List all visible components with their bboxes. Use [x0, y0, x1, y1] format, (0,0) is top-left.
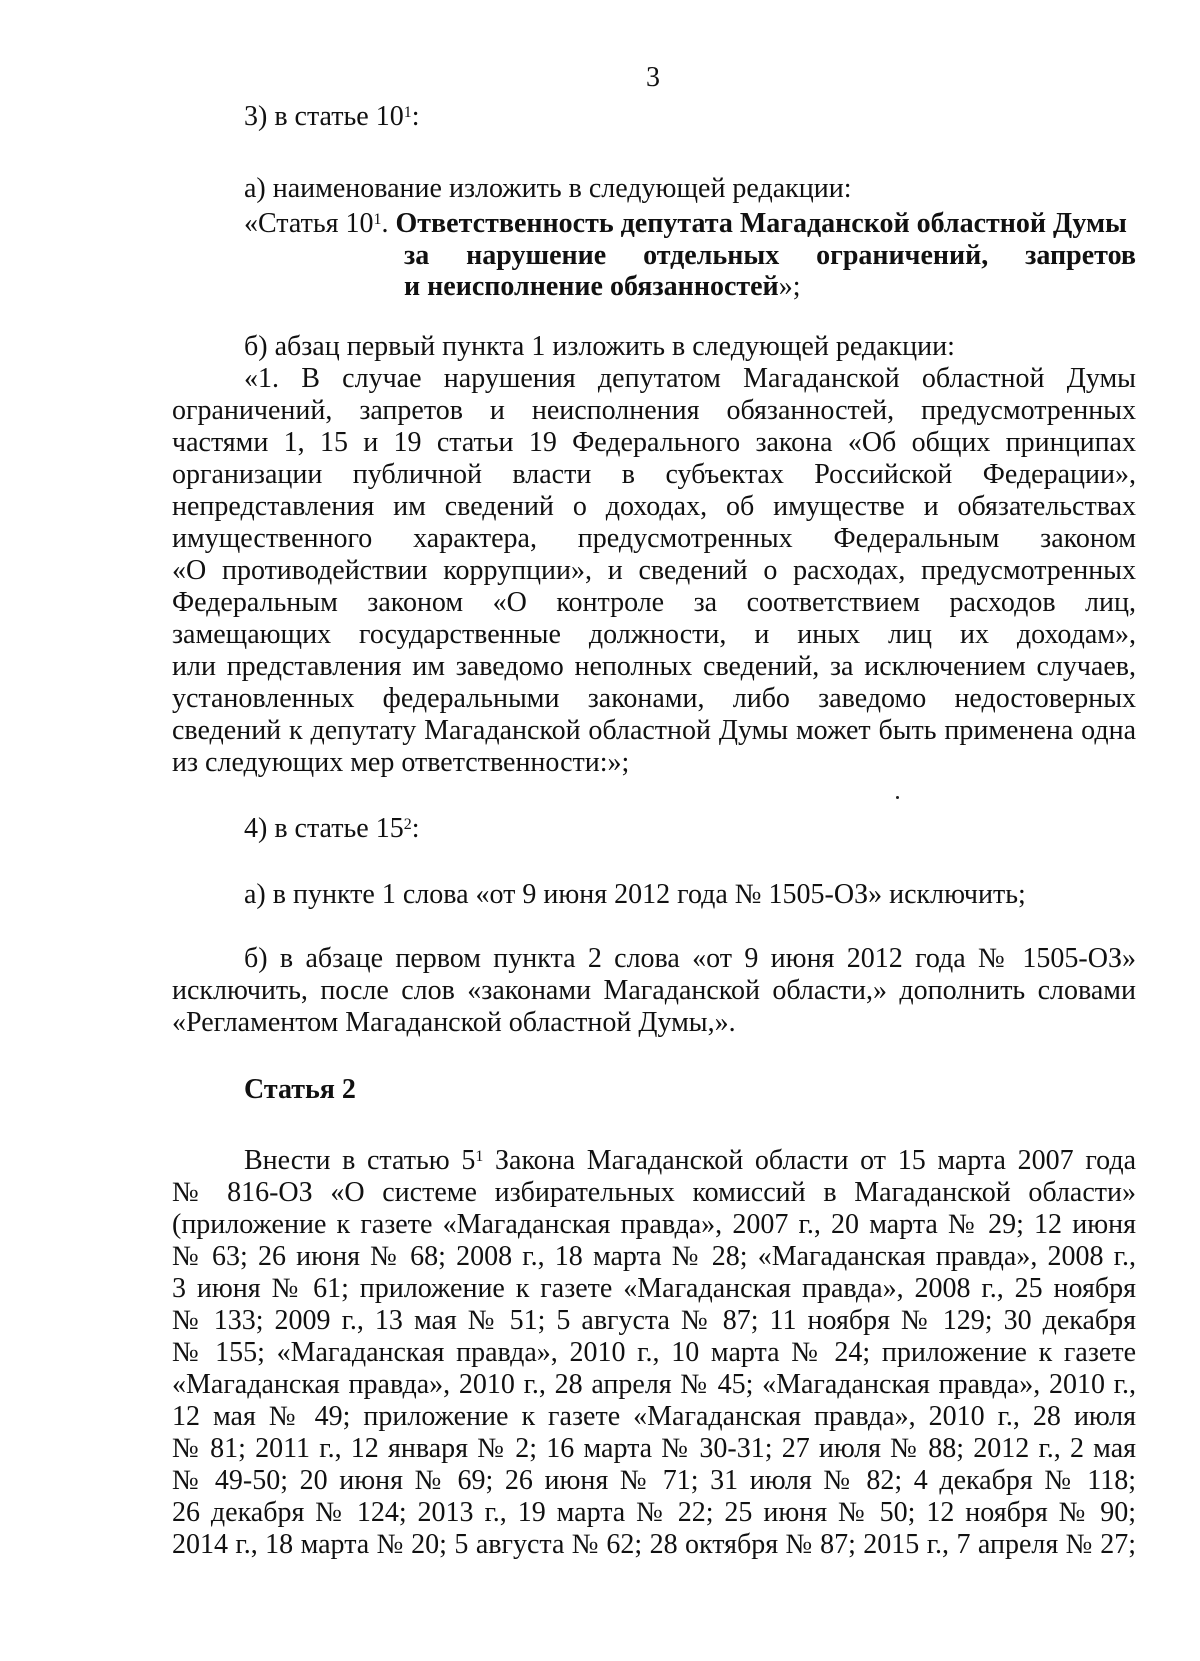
paragraph-line: № 816-ОЗ «О системе избирательных комиссий в Магаданской области»	[172, 1177, 1136, 1208]
paragraph-line: или представления им заведомо неполных сведений, за исключением случаев,	[172, 651, 1136, 682]
paragraph-line: «1. В случае нарушения депутатом Магаданской областной Думы	[244, 363, 1136, 394]
page-number: 3	[646, 62, 660, 93]
paragraph-line: сведений к депутату Магаданской областной Думы может быть применена одна	[172, 715, 1136, 746]
paragraph-line: 26 декабря № 124; 2013 г., 19 марта № 22; 25 июня № 50; 12 ноября № 90;	[172, 1497, 1136, 1528]
article-2-heading: Статья 2	[244, 1074, 356, 1105]
paragraph-line: из следующих мер ответственности:»;	[172, 747, 630, 778]
paragraph-line: № 63; 26 июня № 68; 2008 г., 18 марта № 28; «Магаданская правда», 2008 г.,	[172, 1241, 1136, 1272]
paragraph-line: Федеральным законом «О контроле за соответствием расходов лиц,	[172, 587, 1136, 618]
paragraph-line: установленных федеральными законами, либо заведомо недостоверных	[172, 683, 1136, 714]
paragraph-line: 3 июня № 61; приложение к газете «Магаданская правда», 2008 г., 25 ноября	[172, 1273, 1136, 1304]
paragraph-line: б) в абзаце первом пункта 2 слова «от 9 июня 2012 года № 1505-ОЗ»	[244, 943, 1136, 974]
item-3-heading: 3) в статье $10^1$:	[244, 101, 420, 132]
paragraph-line: имущественного характера, предусмотренных Федеральным законом	[172, 523, 1136, 554]
paragraph-line: № 81; 2011 г., 12 января № 2; 16 марта № 30-31; 27 июля № 88; 2012 г., 2 мая	[172, 1433, 1136, 1464]
article-title-line-2: за нарушение отдельных ограничений, запретов	[404, 240, 1136, 271]
paragraph-line: «О противодействии коррупции», и сведений о расходах, предусмотренных	[172, 555, 1136, 586]
article-title-line-3: и неисполнение обязанностей»;	[404, 271, 801, 302]
item-3b-text: б) абзац первый пункта 1 изложить в следующей редакции:	[244, 331, 955, 362]
paragraph-line: № 133; 2009 г., 13 мая № 51; 5 августа № 87; 11 ноября № 129; 30 декабря	[172, 1305, 1136, 1336]
item-4a-text: а) в пункте 1 слова «от 9 июня 2012 года № 1505-ОЗ» исключить;	[244, 879, 1026, 910]
scan-speck	[896, 796, 899, 799]
paragraph-line: «Магаданская правда», 2010 г., 28 апреля № 45; «Магаданская правда», 2010 г.,	[172, 1369, 1136, 1400]
paragraph-line: 12 мая № 49; приложение к газете «Магаданская правда», 2010 г., 28 июля	[172, 1401, 1136, 1432]
paragraph-line: замещающих государственные должности, и иных лиц их доходам»,	[172, 619, 1136, 650]
paragraph-line: непредставления им сведений о доходах, об имуществе и обязательствах	[172, 491, 1136, 522]
item-4-heading: 4) в статье $15^2$:	[244, 813, 420, 844]
paragraph-line: № 49-50; 20 июня № 69; 26 июня № 71; 31 июля № 82; 4 декабря № 118;	[172, 1465, 1136, 1496]
paragraph-line: Внести в статью $5^1$ Закона Магаданской области от 15 марта 2007 года	[244, 1145, 1136, 1176]
paragraph-line: «Регламентом Магаданской областной Думы,».	[172, 1007, 736, 1038]
paragraph-line: частями 1, 15 и 19 статьи 19 Федерального закона «Об общих принципах	[172, 427, 1136, 458]
paragraph-line: ограничений, запретов и неисполнения обязанностей, предусмотренных	[172, 395, 1136, 426]
paragraph-line: исключить, после слов «законами Магаданской области,» дополнить словами	[172, 975, 1136, 1006]
paragraph-line: 2014 г., 18 марта № 20; 5 августа № 62; 28 октября № 87; 2015 г., 7 апреля № 27;	[172, 1529, 1136, 1560]
paragraph-line: (приложение к газете «Магаданская правда», 2007 г., 20 марта № 29; 12 июня	[172, 1209, 1136, 1240]
paragraph-line: организации публичной власти в субъектах Российской Федерации»,	[172, 459, 1136, 490]
article-title-line-1: «Статья $10^1$. Ответственность депутата Магаданской областной Думы	[244, 208, 1127, 239]
item-3a-text: а) наименование изложить в следующей редакции:	[244, 173, 852, 204]
paragraph-line: № 155; «Магаданская правда», 2010 г., 10 марта № 24; приложение к газете	[172, 1337, 1136, 1368]
